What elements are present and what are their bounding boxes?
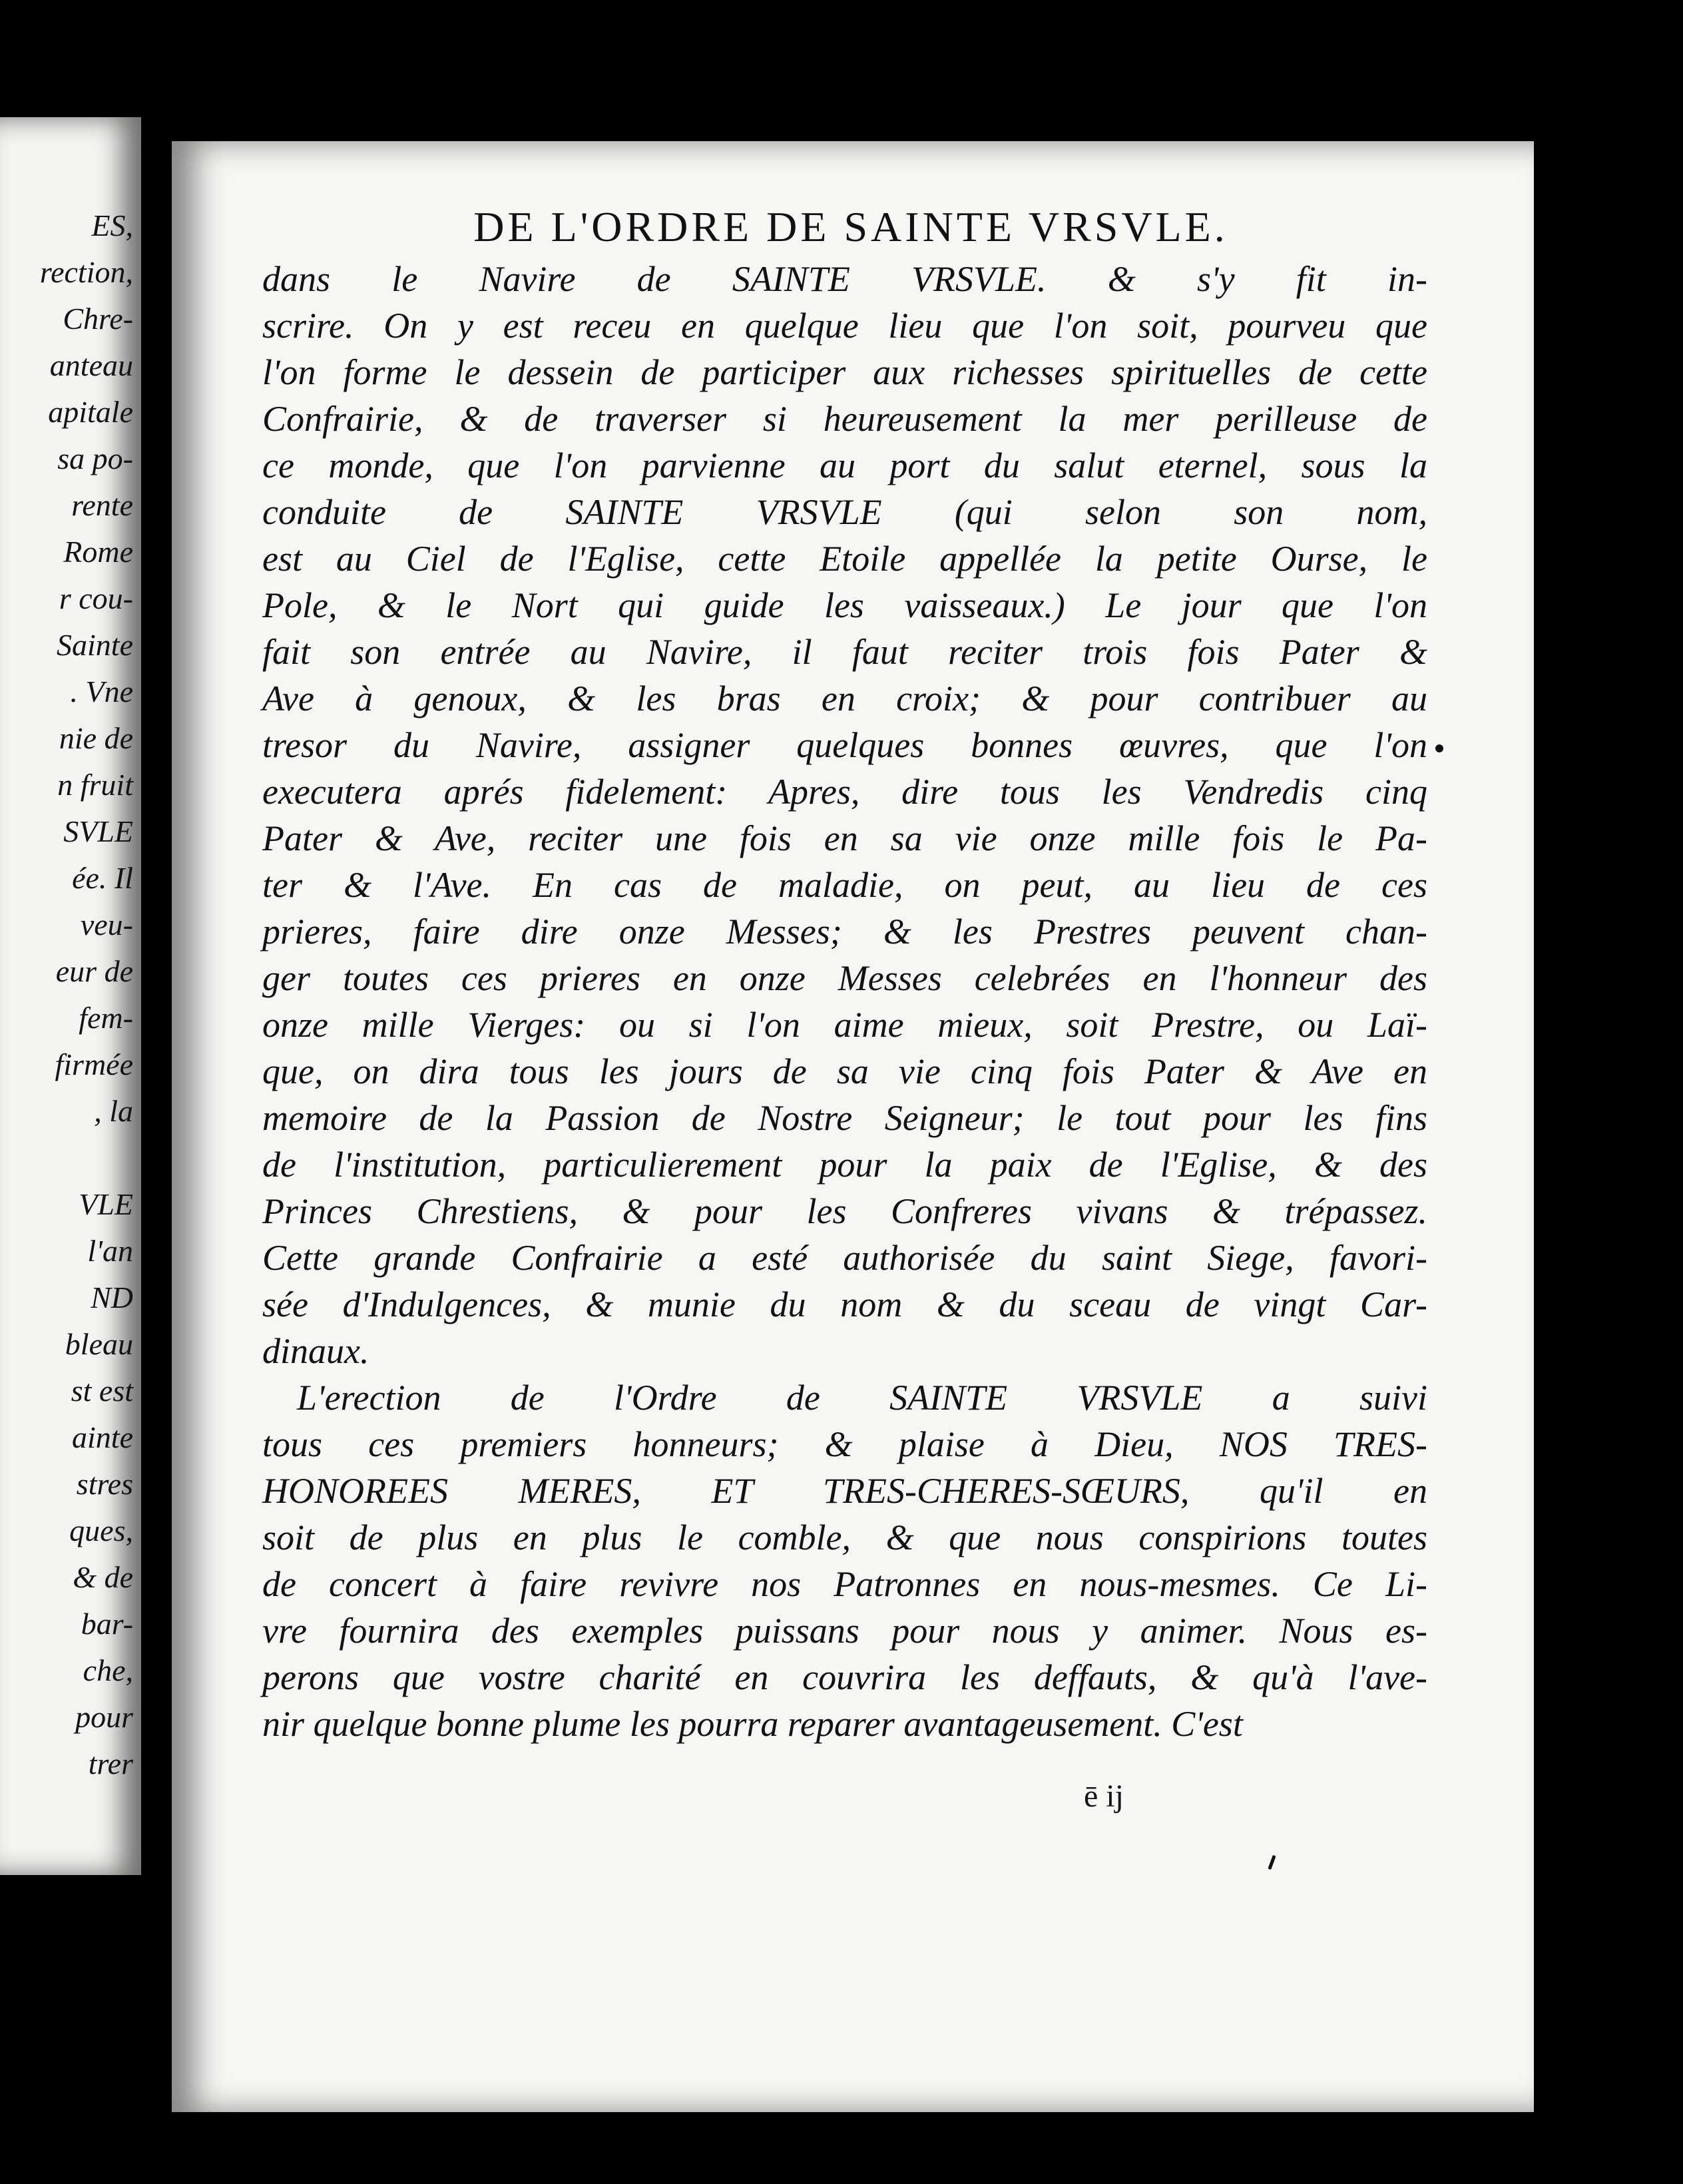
text-line: HONOREES MERES, ET TRES-CHERES-SŒURS, qu'il en (262, 1471, 1427, 1511)
text-line: soit de plus en plus le comble, & que nous conspirions toutes (262, 1517, 1427, 1557)
facing-page-left (0, 117, 141, 1875)
text-line: dinaux. (262, 1331, 369, 1371)
text-line: Confrairie, & de traverser si heureusement la mer perilleuse de (262, 399, 1427, 439)
facing-page-fragment: pour (75, 1700, 133, 1734)
facing-page-fragment: ND (91, 1280, 133, 1314)
facing-page-fragment: fem- (79, 1001, 133, 1035)
facing-page-fragment: che, (83, 1653, 133, 1687)
text-line: de concert à faire revivre nos Patronnes en nous-mesmes. Ce Li- (262, 1564, 1427, 1604)
text-line: Pole, & le Nort qui guide les vaisseaux.) Le jour que l'on (262, 585, 1427, 625)
text-line: tresor du Navire, assigner quelques bonnes œuvres, que l'on (262, 725, 1427, 765)
facing-page-fragment: Sainte (57, 628, 133, 662)
text-line: est au Ciel de l'Eglise, cette Etoile appellée la petite Ourse, le (262, 539, 1427, 579)
text-line: l'on forme le dessein de participer aux richesses spirituelles de cette (262, 352, 1427, 392)
facing-page-fragment: eur de (55, 954, 133, 988)
text-line: perons que vostre charité en couvrira les deffauts, & qu'à l'ave- (262, 1657, 1427, 1697)
facing-page-fragment: anteau (49, 348, 133, 382)
text-line: ger toutes ces prieres en onze Messes celebrées en l'honneur des (262, 958, 1427, 998)
facing-page-fragment: Rome (63, 535, 133, 569)
text-line: de l'institution, particulierement pour la paix de l'Eglise, & des (262, 1145, 1427, 1185)
facing-page-fragment: bleau (65, 1327, 133, 1361)
facing-page-fragment: veu- (80, 908, 133, 942)
text-line: L'erection de l'Ordre de SAINTE VRSVLE a suivi (297, 1378, 1427, 1418)
text-line: onze mille Vierges: ou si l'on aime mieux, soit Prestre, ou Laï- (262, 1005, 1427, 1045)
book-page (172, 141, 1534, 2112)
page-body-text (262, 256, 1427, 1747)
facing-page-fragment: ques, (69, 1513, 133, 1547)
facing-page-fragment: ainte (72, 1420, 133, 1454)
facing-page-fragment: ES, (91, 208, 133, 242)
facing-page-fragment: rente (71, 488, 133, 522)
facing-page-fragment: n fruit (57, 768, 133, 802)
text-line: que, on dira tous les jours de sa vie cinq fois Pater & Ave en (262, 1051, 1427, 1091)
facing-page-fragment: r cou- (59, 581, 133, 615)
facing-page-fragment: ée. Il (72, 861, 133, 895)
text-line: Ave à genoux, & les bras en croix; & pour contribuer au (262, 679, 1427, 718)
signature-mark: ē ij (1084, 1778, 1124, 1814)
text-line: vre fournira des exemples puissans pour nous y animer. Nous es- (262, 1611, 1427, 1651)
facing-page-fragment: rection, (39, 255, 133, 289)
text-line: sée d'Indulgences, & munie du nom & du sceau de vingt Car- (262, 1284, 1427, 1324)
ink-speck (1435, 744, 1443, 752)
facing-page-fragment: , la (94, 1094, 133, 1128)
running-header: DE L'ORDRE DE SAINTE VRSVLE. (473, 203, 1228, 250)
text-line: executera aprés fidelement: Apres, dire tous les Vendredis cinq (262, 772, 1427, 812)
text-line: ter & l'Ave. En cas de maladie, on peut, au lieu de ces (262, 865, 1427, 905)
text-line: ce monde, que l'on parvienne au port du salut eternel, sous la (262, 445, 1427, 485)
text-line: Princes Chrestiens, & pour les Confreres vivans & trépassez. (262, 1191, 1427, 1231)
text-line: fait son entrée au Navire, il faut reciter trois fois Pater & (262, 632, 1427, 672)
facing-page-fragment: SVLE (63, 814, 133, 848)
facing-page-fragment: sa po- (57, 441, 133, 475)
facing-page-fragment: Chre- (63, 302, 133, 336)
text-line: dans le Navire de SAINTE VRSVLE. & s'y fit in- (262, 259, 1427, 299)
text-line: nir quelque bonne plume les pourra reparer avantageusement. C'est (262, 1704, 1243, 1744)
text-line: Pater & Ave, reciter une fois en sa vie onze mille fois le Pa- (262, 818, 1427, 858)
text-line: tous ces premiers honneurs; & plaise à Dieu, NOS TRES- (262, 1424, 1427, 1464)
facing-page-fragment: VLE (79, 1187, 133, 1221)
facing-page-fragment: stres (76, 1467, 133, 1501)
facing-page-fragment: trer (88, 1747, 133, 1780)
facing-page-fragment: bar- (81, 1607, 133, 1641)
text-line: scrire. On y est receu en quelque lieu que l'on soit, pourveu que (262, 306, 1427, 346)
facing-page-fragment: st est (71, 1374, 133, 1408)
facing-page-fragment: firmée (55, 1047, 133, 1081)
text-line: memoire de la Passion de Nostre Seigneur; le tout pour les fins (262, 1098, 1427, 1138)
text-line: conduite de SAINTE VRSVLE (qui selon son nom, (262, 492, 1427, 532)
facing-page-fragment: l'an (87, 1234, 133, 1268)
facing-page-fragment: nie de (59, 721, 133, 755)
facing-page-fragment: & de (73, 1560, 133, 1594)
text-line: Cette grande Confrairie a esté authorisée du saint Siege, favori- (262, 1238, 1427, 1278)
text-line: prieres, faire dire onze Messes; & les Prestres peuvent chan- (262, 912, 1427, 952)
facing-page-fragment: . Vne (70, 675, 133, 708)
facing-page-fragment: apitale (48, 395, 133, 429)
